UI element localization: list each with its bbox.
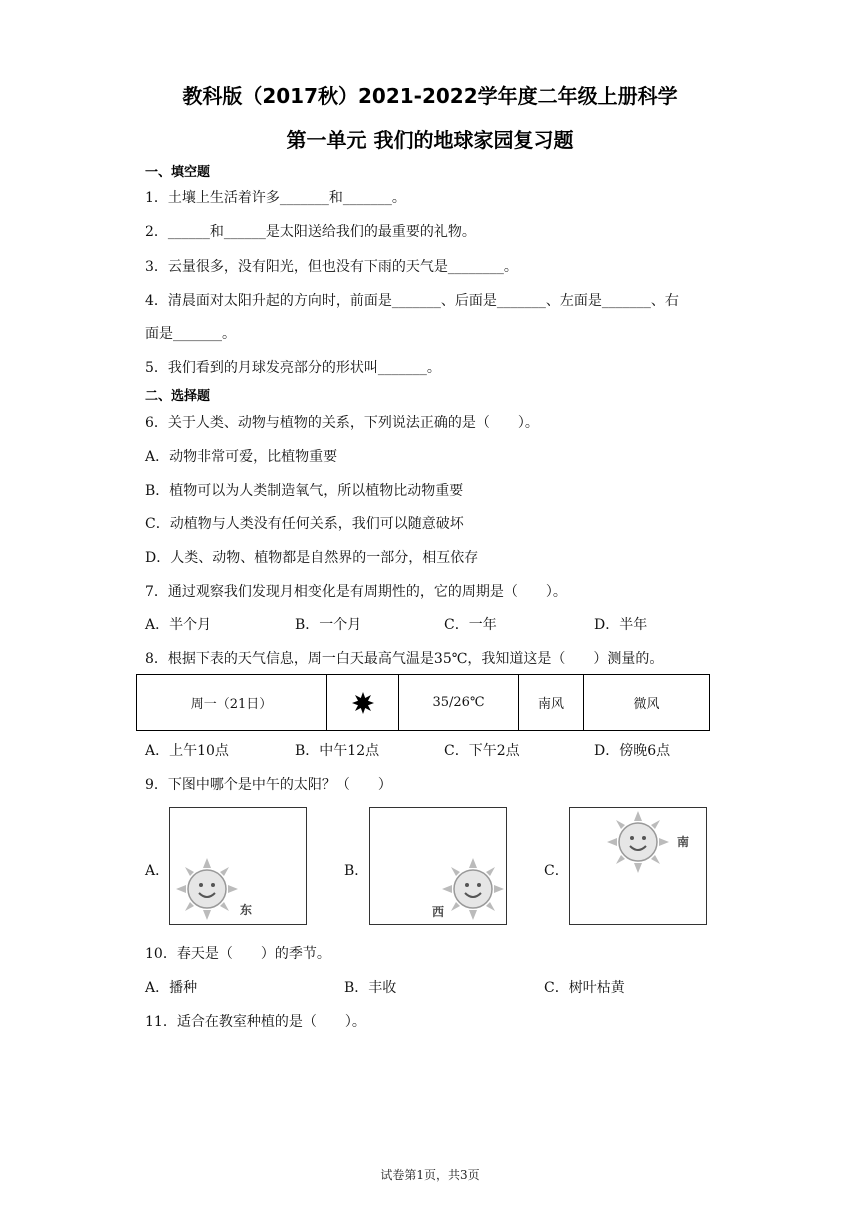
question-8-stem: 8．根据下表的天气信息，周一白天最高气温是35℃，我知道这是（ ）测量的。 [145, 651, 664, 667]
question-6-option-c: C．动植物与人类没有任何关系，我们可以随意破坏 [145, 516, 464, 532]
question-6-option-d: D．人类、动物、植物都是自然界的一部分，相互依存 [145, 550, 479, 566]
question-9-option-b-label: B． [344, 863, 369, 879]
sun-face-icon [442, 858, 504, 920]
question-10-option-a: A．播种 [145, 980, 198, 996]
question-7-option-c: C．一年 [444, 617, 497, 633]
question-3: 3．云量很多，没有阳光，但也没有下雨的天气是________。 [145, 259, 518, 275]
question-4-line1: 4．清晨面对太阳升起的方向时，前面是_______、后面是_______、左面是_______、右 [145, 293, 679, 309]
question-9-option-a-label: A． [145, 863, 170, 879]
question-9-picture-c [569, 807, 707, 925]
section-heading-fill-blank: 一、填空题 [145, 165, 211, 180]
question-8-option-c: C．下午2点 [444, 743, 520, 759]
direction-label-west: 西 [432, 905, 445, 919]
question-9-picture-a [169, 807, 307, 925]
question-8-option-b: B．中午12点 [295, 743, 380, 759]
question-7-option-d: D．半年 [594, 617, 648, 633]
question-2: 2．______和______是太阳送给我们的最重要的礼物。 [145, 224, 476, 240]
question-6-option-a: A．动物非常可爱，比植物重要 [145, 449, 338, 465]
page-subtitle: 第一单元 我们的地球家园复习题 [286, 128, 574, 152]
question-10-option-c: C．树叶枯黄 [544, 980, 625, 996]
question-6-stem: 6．关于人类、动物与植物的关系，下列说法正确的是（ ）。 [145, 415, 539, 431]
question-1: 1．土壤上生活着许多_______和_______。 [145, 190, 406, 206]
weather-wind-direction-cell: 南风 [519, 675, 584, 731]
question-7-option-b: B．一个月 [295, 617, 362, 633]
question-10-stem: 10．春天是（ ）的季节。 [145, 946, 331, 962]
question-9-picture-b [369, 807, 507, 925]
question-6-option-b: B．植物可以为人类制造氧气，所以植物比动物重要 [145, 483, 464, 499]
weather-row [137, 675, 710, 731]
sun-face-icon [176, 858, 238, 920]
direction-label-south: 南 [677, 835, 690, 849]
weather-day-cell: 周一（21日） [137, 675, 327, 731]
direction-label-east: 东 [240, 903, 253, 917]
question-7-stem: 7．通过观察我们发现月相变化是有周期性的，它的周期是（ ）。 [145, 584, 567, 600]
question-5: 5．我们看到的月球发亮部分的形状叫_______。 [145, 360, 441, 376]
question-9-option-c-label: C． [544, 863, 569, 879]
question-7-option-a: A．半个月 [145, 617, 212, 633]
question-11-stem: 11．适合在教室种植的是（ ）。 [145, 1014, 366, 1030]
section-heading-multiple-choice: 二、选择题 [145, 389, 211, 404]
weather-table [136, 674, 710, 731]
weather-temp-cell: 35/26℃ [399, 675, 519, 731]
sun-face-icon [607, 811, 669, 873]
question-9-stem: 9．下图中哪个是中午的太阳？（ ） [145, 777, 392, 793]
question-8-option-d: D．傍晚6点 [594, 743, 671, 759]
page-title: 教科版（2017秋）2021-2022学年度二年级上册科学 [182, 84, 678, 108]
question-10-option-b: B．丰收 [344, 980, 397, 996]
question-4-line2: 面是_______。 [145, 326, 236, 342]
page-footer: 试卷第1页，共3页 [380, 1168, 480, 1182]
question-8-option-a: A．上午10点 [145, 743, 229, 759]
weather-icon-cell [327, 675, 399, 731]
sunny-weather-icon [352, 692, 374, 714]
weather-wind-level-cell: 微风 [584, 675, 710, 731]
